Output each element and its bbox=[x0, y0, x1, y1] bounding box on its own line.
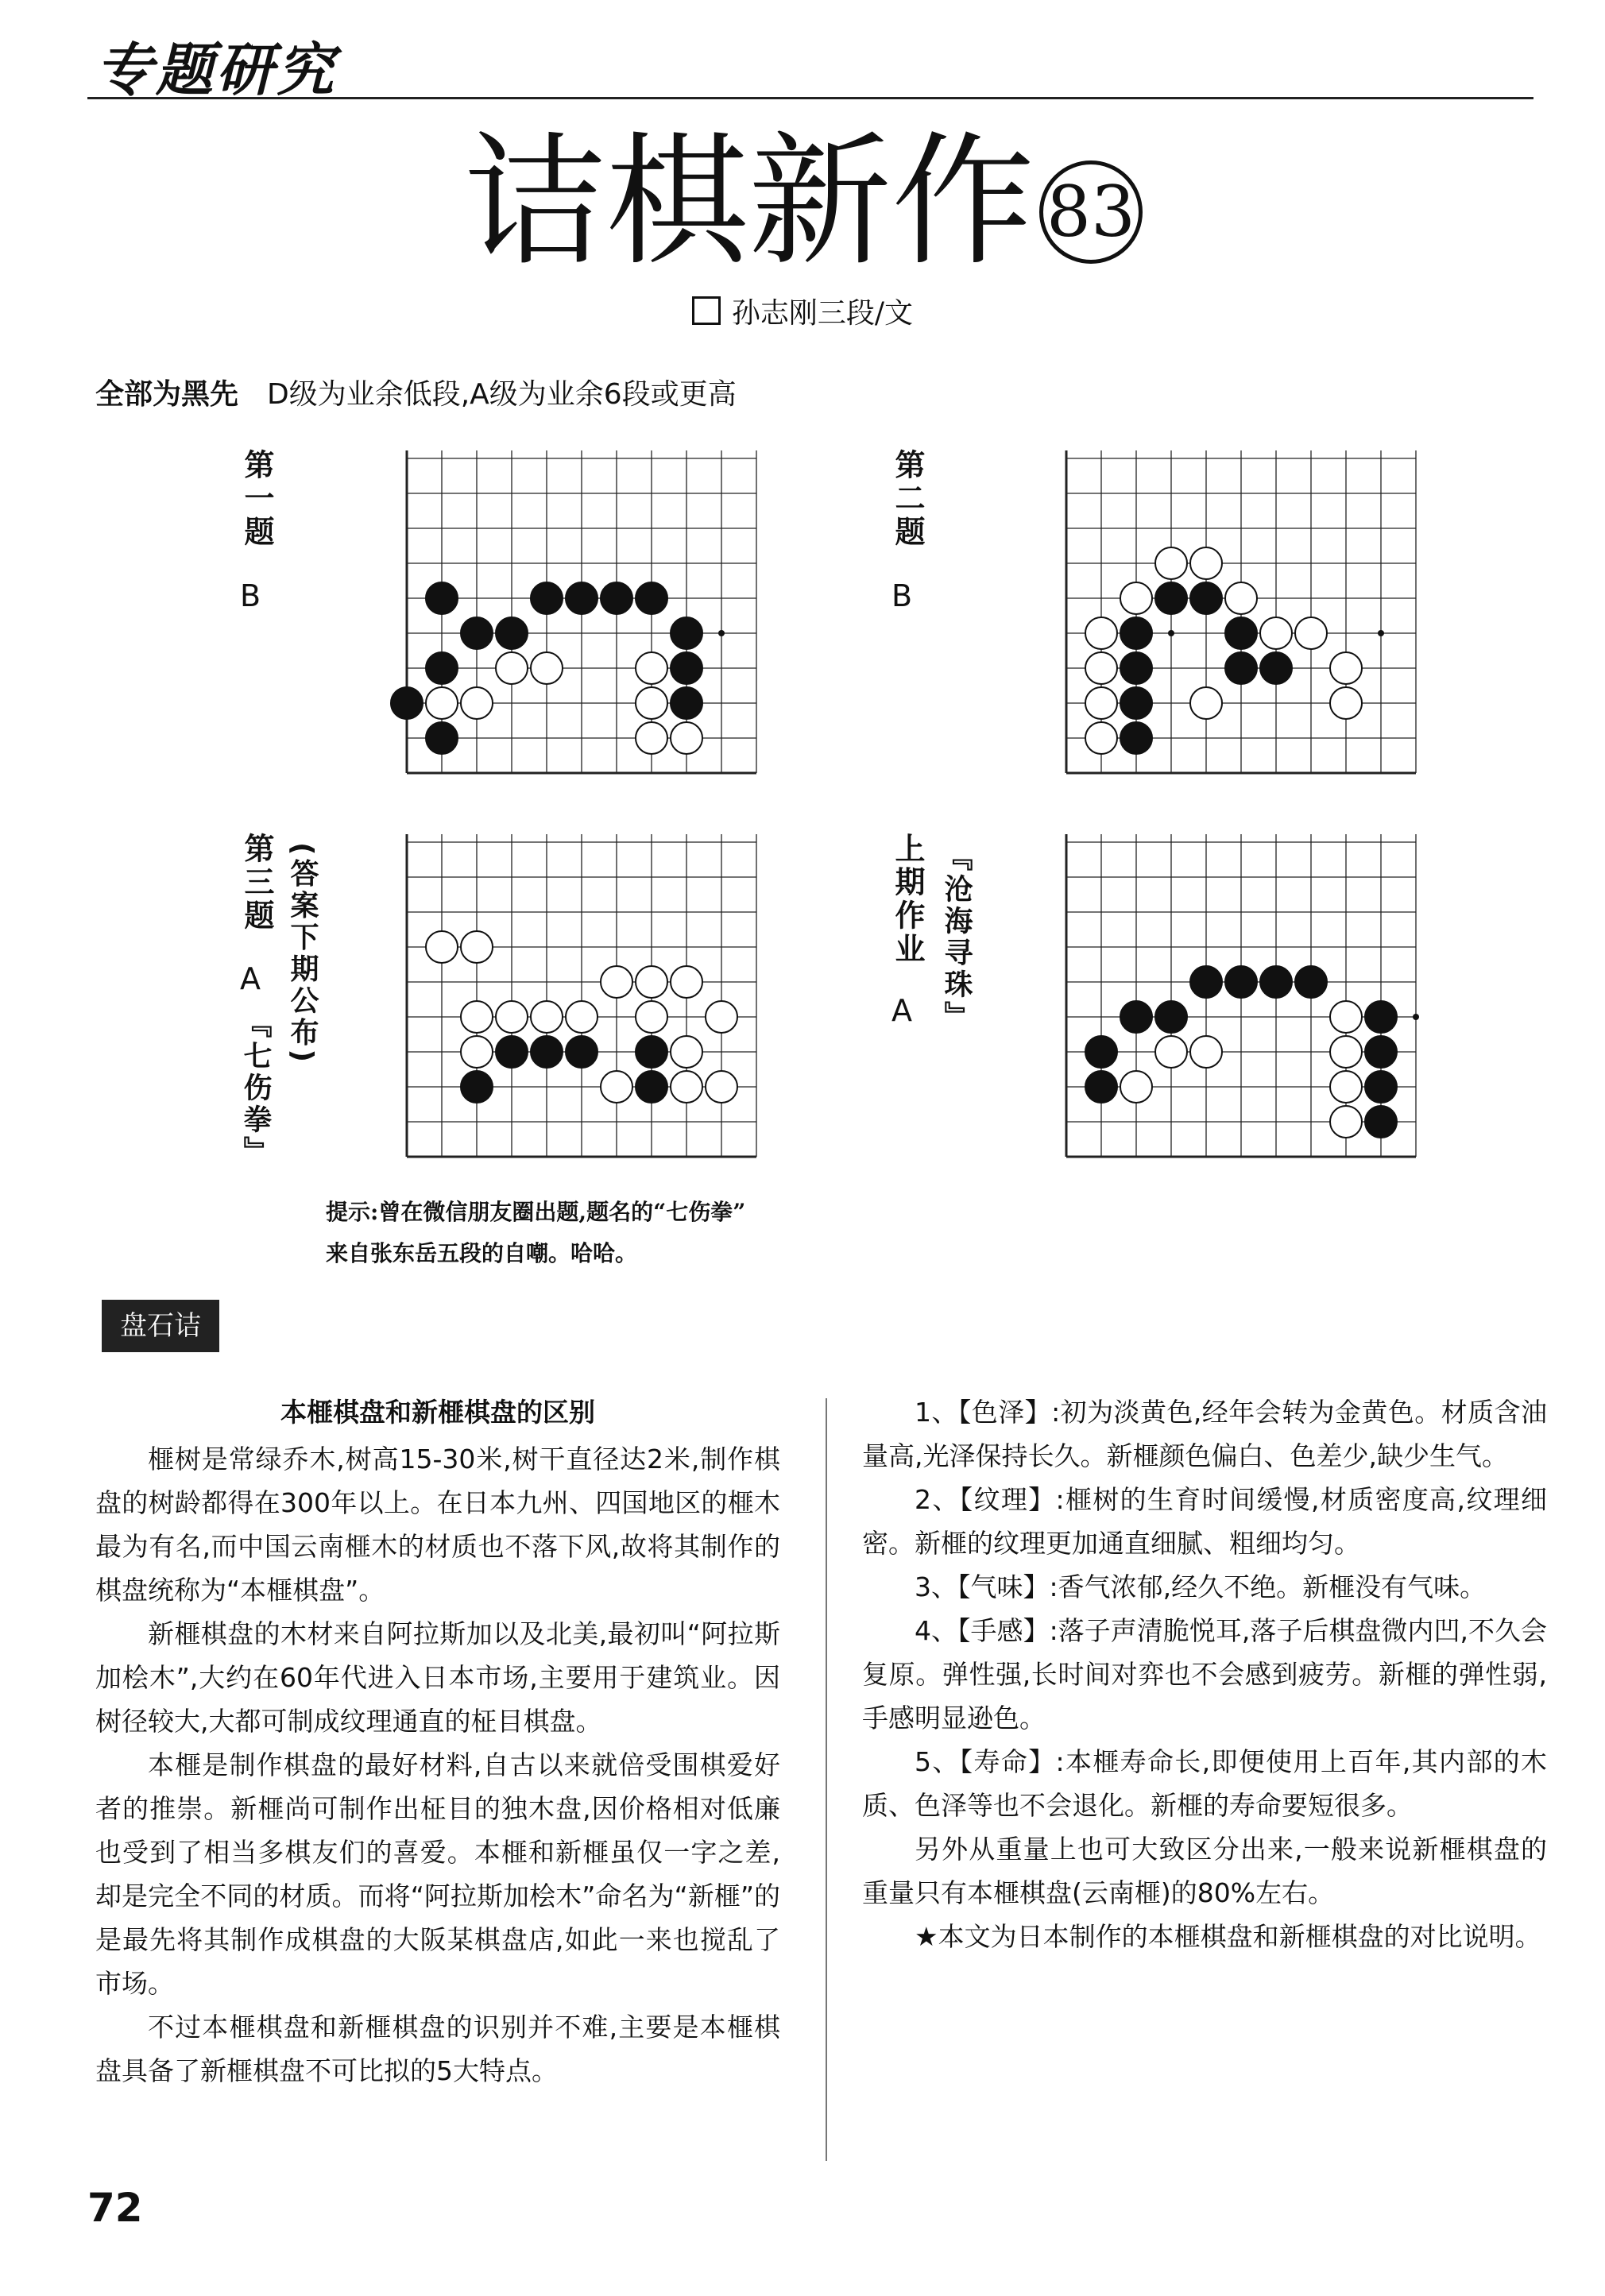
article-paragraph: 3、【气味】:香气浓郁,经久不绝。新榧没有气味。 bbox=[915, 1571, 1487, 1602]
white-stone bbox=[496, 652, 528, 684]
black-stone bbox=[601, 582, 632, 614]
white-stone bbox=[531, 1001, 563, 1033]
article-paragraph: 新榧棋盘的木材来自阿拉斯加以及北美,最初叫“阿拉斯加桧木”,大约在60年代进入日本市场,主要用于建筑业。因树径较大,大都可制成纹理通直的柾目棋盘。 bbox=[95, 1618, 780, 1737]
hint-text bbox=[326, 1192, 745, 1274]
white-stone bbox=[1120, 1071, 1152, 1103]
black-stone bbox=[426, 582, 458, 614]
black-stone bbox=[1365, 1106, 1397, 1138]
black-stone bbox=[531, 1036, 563, 1068]
article-left-column bbox=[95, 1390, 780, 2093]
black-stone bbox=[1120, 652, 1152, 684]
black-stone bbox=[1085, 1036, 1117, 1068]
article-paragraph: 4、【手感】:落子声清脆悦耳,落子后棋盘微内凹,不久会复原。弹性强,长时间对弈也不会感到疲劳。新榧的弹性弱,手感明显逊色。 bbox=[862, 1615, 1547, 1734]
white-stone bbox=[1155, 1036, 1187, 1068]
black-stone bbox=[566, 1036, 598, 1068]
issue-number-badge: 83 bbox=[1039, 160, 1143, 264]
problem-1-label: 第一题 bbox=[239, 449, 274, 549]
white-stone bbox=[1330, 1001, 1362, 1033]
black-stone bbox=[566, 582, 598, 614]
black-stone bbox=[1260, 652, 1292, 684]
black-stone bbox=[461, 617, 493, 649]
black-stone bbox=[391, 687, 423, 719]
article-paragraph: 1、【色泽】:初为淡黄色,经年会转为金黄色。材质含油量高,光泽保持长久。新榧颜色偏白、色差少,缺少生气。 bbox=[862, 1397, 1547, 1471]
white-stone bbox=[636, 722, 667, 754]
intro-rest: D级为业余低段,A级为业余6段或更高 bbox=[267, 378, 737, 411]
black-stone bbox=[1365, 1036, 1397, 1068]
black-stone bbox=[1120, 687, 1152, 719]
problem-2-level: B bbox=[891, 578, 913, 613]
article-paragraph: 本榧是制作棋盘的最好材料,自古以来就倍受围棋爱好者的推崇。新榧尚可制作出柾目的独木盘,因价格相对低廉也受到了相当多棋友们的喜爱。本榧和新榧虽仅一字之差,却是完全不同的材质。而将“阿拉斯加桧木”命名为“新榧”的是最先将其制作成棋盘的大阪某棋盘店,如此一来也搅乱了市场。 bbox=[95, 1749, 780, 1999]
white-stone bbox=[1085, 722, 1117, 754]
homework-level: A bbox=[891, 993, 912, 1028]
problem-3-note: 『七伤拳』 bbox=[239, 1009, 272, 1168]
black-stone bbox=[636, 1071, 667, 1103]
article-right-column bbox=[862, 1390, 1547, 1958]
article-paragraph: 不过本榧棋盘和新榧棋盘的识别并不难,主要是本榧棋盘具备了新榧棋盘不可比拟的5大特点。 bbox=[95, 2012, 780, 2086]
white-stone bbox=[1260, 617, 1292, 649]
black-stone bbox=[1155, 1001, 1187, 1033]
white-stone bbox=[426, 687, 458, 719]
go-board-svg bbox=[389, 833, 790, 1182]
black-stone bbox=[636, 1036, 667, 1068]
section-label: 专题研究 bbox=[95, 36, 338, 103]
white-stone bbox=[636, 652, 667, 684]
go-board-problem-1 bbox=[389, 449, 790, 798]
white-stone bbox=[1190, 1036, 1222, 1068]
black-stone bbox=[1225, 617, 1257, 649]
author-line bbox=[0, 291, 1605, 331]
white-stone bbox=[1085, 687, 1117, 719]
top-rule bbox=[87, 97, 1533, 99]
star-point bbox=[1168, 630, 1174, 636]
white-stone bbox=[1330, 1071, 1362, 1103]
hint-line-2: 来自张东岳五段的自嘲。哈哈。 bbox=[326, 1240, 638, 1266]
article-paragraph: 榧树是常绿乔木,树高15-30米,树干直径达2米,制作棋盘的树龄都得在300年以上。在日本九州、四国地区的榧木最为有名,而中国云南榧木的材质也不落下风,故将其制作的棋盘统称为“本榧棋盘”。 bbox=[95, 1444, 780, 1606]
white-stone bbox=[1330, 687, 1362, 719]
white-stone bbox=[1330, 1106, 1362, 1138]
star-point bbox=[1378, 630, 1384, 636]
black-stone bbox=[1365, 1001, 1397, 1033]
problem-3-answer-note: (答案下期公布) bbox=[286, 842, 319, 1065]
homework-note: 『沧海寻珠』 bbox=[940, 842, 973, 1033]
problem-1-level: B bbox=[240, 578, 261, 613]
star-point bbox=[718, 630, 725, 636]
black-stone bbox=[496, 1036, 528, 1068]
black-stone bbox=[1120, 1001, 1152, 1033]
article-title: 本榧棋盘和新榧棋盘的区别 bbox=[280, 1397, 595, 1428]
black-stone bbox=[671, 652, 702, 684]
black-stone bbox=[671, 617, 702, 649]
article-paragraph: 2、【纹理】:榧树的生育时间缓慢,材质密度高,纹理细密。新榧的纹理更加通直细腻、粗细均匀。 bbox=[862, 1484, 1547, 1559]
black-stone bbox=[496, 617, 528, 649]
white-stone bbox=[601, 966, 632, 998]
white-stone bbox=[1190, 547, 1222, 579]
white-stone bbox=[636, 687, 667, 719]
black-stone bbox=[426, 722, 458, 754]
go-board-problem-2 bbox=[1049, 449, 1449, 798]
white-stone bbox=[636, 966, 667, 998]
black-stone bbox=[1225, 652, 1257, 684]
white-stone bbox=[1085, 652, 1117, 684]
article-paragraph: 5、【寿命】:本榧寿命长,即便使用上百年,其内部的木质、色泽等也不会退化。新榧的寿命要短很多。 bbox=[862, 1746, 1547, 1821]
white-stone bbox=[461, 687, 493, 719]
black-stone bbox=[1295, 966, 1327, 998]
black-stone bbox=[426, 652, 458, 684]
black-stone bbox=[1190, 582, 1222, 614]
homework-label: 上期作业 bbox=[890, 833, 925, 966]
white-stone bbox=[1190, 687, 1222, 719]
white-stone bbox=[566, 1001, 598, 1033]
white-stone bbox=[1120, 582, 1152, 614]
white-stone bbox=[496, 1001, 528, 1033]
white-stone bbox=[531, 652, 563, 684]
column-divider bbox=[826, 1398, 827, 2161]
white-stone bbox=[1330, 652, 1362, 684]
black-stone bbox=[1225, 966, 1257, 998]
intro-line bbox=[95, 372, 737, 412]
title-text: 诘棋新作 bbox=[462, 119, 1035, 285]
author-text: 孙志刚三段/文 bbox=[731, 297, 914, 330]
white-stone bbox=[426, 931, 458, 963]
black-stone bbox=[1120, 722, 1152, 754]
intro-bold: 全部为黑先 bbox=[95, 378, 239, 411]
hint-line-1: 提示:曾在微信朋友圈出题,题名的“七伤拳” bbox=[326, 1199, 746, 1225]
article-paragraph: ★本文为日本制作的本榧棋盘和新榧棋盘的对比说明。 bbox=[915, 1921, 1541, 1952]
go-board-homework bbox=[1049, 833, 1449, 1182]
black-stone bbox=[1155, 582, 1187, 614]
white-stone bbox=[1295, 617, 1327, 649]
page-number: 72 bbox=[87, 2185, 143, 2231]
go-board-svg bbox=[1049, 833, 1449, 1182]
white-stone bbox=[1155, 547, 1187, 579]
black-stone bbox=[1190, 966, 1222, 998]
black-stone bbox=[671, 687, 702, 719]
go-board-svg bbox=[389, 449, 790, 798]
problem-3-level: A bbox=[240, 961, 261, 996]
white-stone bbox=[636, 1001, 667, 1033]
black-stone bbox=[1260, 966, 1292, 998]
black-stone bbox=[531, 582, 563, 614]
black-stone bbox=[1365, 1071, 1397, 1103]
problem-3-label: 第三题 bbox=[239, 833, 274, 933]
white-stone bbox=[1085, 617, 1117, 649]
white-stone bbox=[461, 1036, 493, 1068]
white-stone bbox=[671, 1071, 702, 1103]
go-board-problem-3 bbox=[389, 833, 790, 1182]
star-point bbox=[1413, 1014, 1419, 1020]
article-paragraph: 另外从重量上也可大致区分出来,一般来说新榧棋盘的重量只有本榧棋盘(云南榧)的80%左右。 bbox=[862, 1834, 1547, 1908]
white-stone bbox=[461, 931, 493, 963]
white-stone bbox=[1330, 1036, 1362, 1068]
white-stone bbox=[671, 966, 702, 998]
white-stone bbox=[671, 1036, 702, 1068]
square-bullet-icon bbox=[692, 296, 721, 325]
white-stone bbox=[706, 1071, 737, 1103]
go-board-svg bbox=[1049, 449, 1449, 798]
problem-2-label: 第二题 bbox=[890, 449, 925, 549]
white-stone bbox=[601, 1071, 632, 1103]
black-stone bbox=[636, 582, 667, 614]
page-title bbox=[0, 119, 1605, 285]
black-stone bbox=[461, 1071, 493, 1103]
white-stone bbox=[671, 722, 702, 754]
white-stone bbox=[1225, 582, 1257, 614]
black-stone bbox=[1120, 617, 1152, 649]
white-stone bbox=[706, 1001, 737, 1033]
black-stone bbox=[1085, 1071, 1117, 1103]
white-stone bbox=[461, 1001, 493, 1033]
column-tag: 盘石诘 bbox=[102, 1300, 219, 1352]
